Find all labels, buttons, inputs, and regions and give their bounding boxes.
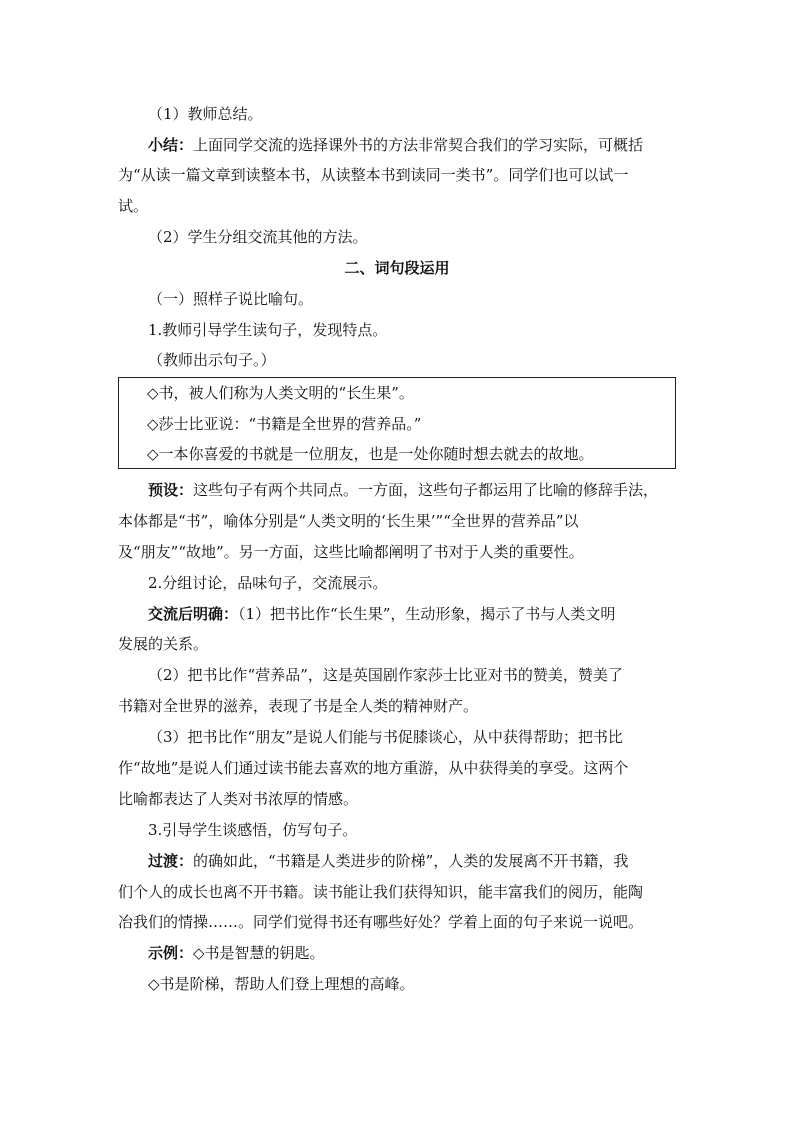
preset-line-1 (148, 480, 678, 500)
clarify-text-1: （1）把书比作“长生果”，生动形象，揭示了书与人类文明 (238, 605, 616, 623)
paragraph-group-exchange: （2）学生分组交流其他的方法。 (148, 228, 368, 246)
example-line-1 (148, 943, 678, 963)
clarify-3-line-3: 比喻都表达了人类对书浓厚的情感。 (118, 790, 359, 808)
clarify-line-1 (148, 604, 678, 624)
transition-line-2: 们个人的成长也离不开书籍。读书能让我们获得知识，能丰富我们的阅历，能陶 (118, 883, 644, 901)
example-line-2: ◇书是阶梯，帮助人们登上理想的高峰。 (148, 975, 415, 993)
box-sentence-2: ◇莎士比亚说：“书籍是全世界的营养品。” (147, 415, 422, 433)
summary-line-3: 试。 (118, 197, 149, 215)
example-sentences-box (118, 377, 676, 469)
transition-line-1 (148, 851, 678, 871)
transition-text-1: 的确如此，“书籍是人类进步的阶梯”，人类的发展离不开书籍，我 (193, 852, 629, 870)
clarify-2-line-2: 书籍对全世界的滋养，表现了书是全人类的精神财产。 (118, 697, 479, 715)
summary-line-1 (148, 135, 678, 155)
box-sentence-3: ◇一本你喜爱的书就是一位朋友，也是一处你随时想去就去的故地。 (147, 445, 594, 463)
preset-text-1: 这些句子有两个共同点。一方面，这些句子都运用了比喻的修辞手法， (193, 481, 659, 499)
example-text-1: ◇书是智慧的钥匙。 (193, 944, 325, 962)
preset-label: 预设： (148, 481, 194, 499)
preset-line-3: 及“朋友”“故地”。另一方面，这些比喻都阐明了书对于人类的重要性。 (118, 543, 584, 561)
step-1-note: （教师出示句子。） (148, 351, 276, 369)
transition-line-3: 冶我们的情操……。同学们觉得书还有哪些好处？学着上面的句子来说一说吧。 (118, 913, 644, 931)
step-3: 3.引导学生谈感悟，仿写句子。 (148, 821, 358, 839)
clarify-2-line-1: （2）把书比作“营养品”，这是英国剧作家莎士比亚对书的赞美，赞美了 (148, 666, 623, 684)
section-title: 二、词句段运用 (344, 259, 450, 277)
clarify-3-line-1: （3）把书比作“朋友”是说人们能与书促膝谈心，从中获得帮助；把书比 (148, 728, 623, 746)
clarify-3-line-2: 作“故地”是说人们通过读书能去喜欢的地方重游，从中获得美的享受。这两个 (118, 759, 629, 777)
summary-line-2: 为“从读一篇文章到读整本书，从读整本书到读同一类书”。同学们也可以试一 (118, 166, 629, 184)
clarify-line-2: 发展的关系。 (118, 635, 209, 653)
subsection-title: （一）照样子说比喻句。 (148, 290, 314, 308)
box-sentence-1: ◇书，被人们称为人类文明的“长生果”。 (147, 384, 414, 402)
transition-label: 过渡： (148, 852, 194, 870)
summary-text-1: 上面同学交流的选择课外书的方法非常契合我们的学习实际，可概括 (193, 136, 644, 154)
example-label: 示例： (148, 944, 194, 962)
clarify-label: 交流后明确： (148, 605, 239, 623)
preset-line-2: 本体都是“书”，喻体分别是“人类文明的‘长生果’”“全世界的营养品”以 (118, 512, 579, 530)
summary-label: 小结： (148, 136, 194, 154)
step-1: 1.教师引导学生读句子，发现特点。 (148, 321, 388, 339)
step-2: 2.分组讨论，品味句子，交流展示。 (148, 574, 388, 592)
paragraph-teacher-summary: （1）教师总结。 (148, 105, 263, 123)
